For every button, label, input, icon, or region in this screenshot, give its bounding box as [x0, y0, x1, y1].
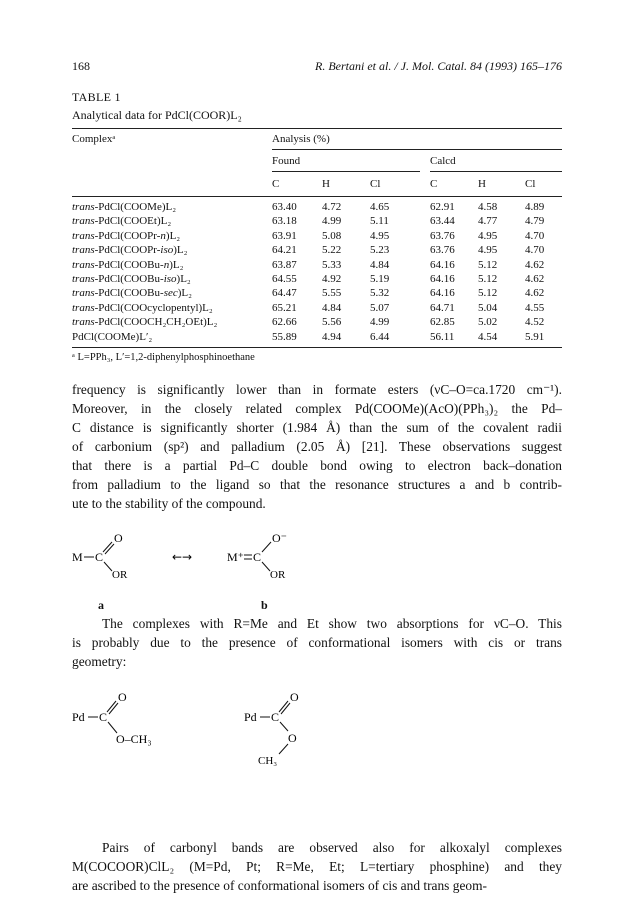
header-found: Found: [272, 155, 301, 167]
structure-a-or: OR: [112, 569, 128, 581]
complex-name: PdCl(COOMe)L′₂: [72, 330, 153, 343]
table-cell: 4.84: [322, 301, 342, 314]
table-cell: 56.11: [430, 330, 455, 343]
table-cell: 5.04: [478, 301, 498, 314]
isomer-left-carbon: C: [99, 710, 108, 724]
table-cell: 4.95: [370, 229, 390, 242]
table-cell: 5.08: [322, 229, 342, 242]
subheader-calcd-c: C: [430, 178, 438, 190]
subheader-found-c: C: [272, 178, 280, 190]
table-cell: 5.91: [525, 330, 545, 343]
text-line: M(COCOOR)ClL₂ (M=Pd, Pt; R=Me, Et; L=tertiary phosphine) and they: [72, 859, 562, 874]
calcd-rule: [430, 171, 562, 172]
table-cell: 5.56: [322, 316, 342, 329]
table-cell: 64.16: [430, 258, 455, 271]
complex-name: trans-PdCl(COOBu-sec)L₂: [72, 287, 192, 300]
table-cell: 5.55: [322, 287, 342, 300]
table-cell: 5.12: [478, 258, 498, 271]
table-row: [72, 215, 562, 229]
table-cell: 4.70: [525, 229, 545, 242]
isomer-right-oxygen-2: O: [288, 731, 297, 745]
text-line: ute to the stability of the compound.: [72, 496, 266, 511]
paragraph-3: [72, 838, 562, 895]
table-row: [72, 316, 562, 330]
table-cell: 64.47: [272, 287, 297, 300]
table-row: [72, 331, 562, 345]
structure-label-a: a: [98, 598, 104, 612]
table-label: TABLE 1: [72, 90, 121, 104]
page-number: 168: [72, 59, 90, 73]
table-cell: 64.16: [430, 287, 455, 300]
table-cell: 63.40: [272, 201, 297, 213]
table-row: [72, 273, 562, 287]
text-line: The complexes with R=Me and Et show two absorptions for νC–O. This: [102, 616, 562, 631]
complex-name: trans-PdCl(COOEt)L₂: [72, 215, 172, 228]
table-cell: 4.77: [478, 215, 498, 228]
table-row: [72, 244, 562, 258]
structure-b-or: OR: [270, 569, 286, 581]
subheader-calcd-cl: Cl: [525, 178, 536, 190]
table-cell: 4.55: [525, 301, 545, 314]
structure-a-or-bond: [104, 562, 112, 571]
table-cell: 4.79: [525, 215, 545, 228]
table-cell: 4.95: [478, 244, 498, 257]
table-row: [72, 230, 562, 244]
isomer-left-pd: Pd: [72, 710, 85, 724]
paragraph-2: [72, 614, 562, 671]
structure-b-or-bond: [262, 562, 270, 571]
text-line: frequency is significantly lower than in formate esters (νC–O=ca.1720 cm⁻¹).: [72, 382, 562, 397]
table-cell: 5.11: [370, 215, 389, 228]
complex-name: trans-PdCl(COOBu-n)L₂: [72, 258, 184, 271]
text-line: from palladium to the ligand so that the resonance structures a and b contrib-: [72, 477, 562, 492]
paragraph-1: [72, 380, 562, 513]
complex-name: trans-PdCl(COOcyclopentyl)L₂: [72, 301, 213, 314]
table-cell: 4.72: [322, 201, 342, 213]
table-cell: 65.21: [272, 301, 297, 314]
table-cell: 4.62: [525, 287, 545, 300]
structure-b-metal: M⁺: [227, 550, 245, 564]
complex-name: trans-PdCl(COOPr-iso)L₂: [72, 244, 188, 257]
header-analysis: Analysis (%): [272, 133, 330, 145]
table-cell: 5.12: [478, 287, 498, 300]
resonance-structures: [72, 528, 302, 588]
header-complex: Complexᵃ: [72, 133, 116, 145]
text-line: are ascribed to the presence of conformational isomers of cis and trans geom-: [72, 878, 487, 893]
text-line: Pairs of carbonyl bands are observed also for alkoxalyl complexes: [102, 840, 562, 855]
table-row: [72, 259, 562, 273]
table-bottom-rule: [72, 347, 562, 348]
table-cell: 63.76: [430, 229, 455, 242]
table-cell: 4.99: [370, 316, 390, 329]
complex-name: trans-PdCl(COOCH₂CH₂OEt)L₂: [72, 316, 218, 329]
table-cell: 5.12: [478, 273, 498, 285]
analysis-rule: [272, 149, 562, 150]
isomer-right-pd: Pd: [244, 710, 257, 724]
isomer-right-carbon: C: [271, 710, 280, 724]
isomer-right-o-ch3-bond: [279, 744, 288, 754]
table-cell: 5.19: [370, 273, 390, 285]
table-cell: 5.22: [322, 244, 342, 257]
structure-a-carbon: C: [95, 550, 104, 564]
table-row: [72, 201, 562, 215]
table-cell: 4.52: [525, 316, 545, 329]
table-cell: 63.91: [272, 229, 297, 242]
subheader-found-h: H: [322, 178, 330, 190]
table-cell: 4.95: [478, 229, 498, 242]
table-cell: 64.55: [272, 273, 297, 285]
table-cell: 62.85: [430, 316, 455, 329]
structure-label-b: b: [261, 598, 268, 612]
isomer-right-oxygen: O: [290, 690, 299, 704]
text-line: that there is a partial Pd–C double bond owing to electron back–donation: [72, 458, 562, 473]
table-cell: 5.23: [370, 244, 390, 257]
table-footnote: ᵃ L=PPh₃, L′=1,2-diphenylphosphinoethane: [72, 352, 255, 363]
table-cell: 63.18: [272, 215, 297, 228]
table-cell: 4.62: [525, 258, 545, 271]
found-rule: [272, 171, 420, 172]
table-cell: 4.92: [322, 273, 342, 285]
table-cell: 4.65: [370, 201, 390, 213]
table-cell: 4.84: [370, 258, 390, 271]
table-cell: 62.91: [430, 201, 455, 213]
text-line: geometry:: [72, 654, 127, 669]
table-top-rule: [72, 128, 562, 129]
table-cell: 4.70: [525, 244, 545, 257]
table-cell: 64.21: [272, 244, 297, 257]
isomer-left-och3: O–CH₃: [116, 732, 152, 746]
isomer-right-ch3: CH₃: [258, 755, 278, 767]
structure-a-metal: M: [72, 550, 83, 564]
table-cell: 5.07: [370, 301, 390, 314]
resonance-arrow: ←→: [172, 550, 193, 564]
table-cell: 5.32: [370, 287, 390, 300]
table-cell: 4.94: [322, 330, 342, 343]
table-cell: 64.16: [430, 273, 455, 285]
table-cell: 6.44: [370, 330, 390, 343]
structure-b-oxygen: O⁻: [272, 531, 287, 545]
table-cell: 4.62: [525, 273, 545, 285]
table-cell: 64.71: [430, 301, 455, 314]
structure-b-co-single-bond: [262, 542, 271, 552]
text-line: of carbonium (sp²) and palladium (2.05 Å) [21]. These observations suggest: [72, 439, 562, 454]
conformational-isomers: [72, 688, 332, 768]
table-row: [72, 302, 562, 316]
isomer-right-co-single: [280, 722, 288, 731]
table-cell: 63.44: [430, 215, 455, 228]
header-calcd: Calcd: [430, 155, 456, 167]
table-cell: 4.54: [478, 330, 498, 343]
table-row: [72, 287, 562, 301]
complex-name: trans-PdCl(COOMe)L₂: [72, 201, 177, 213]
text-line: C distance is significantly shorter (1.984 Å) than the sum of the covalent radii: [72, 420, 562, 435]
structure-a-oxygen: O: [114, 531, 123, 545]
table-header-rule: [72, 196, 562, 197]
table-cell: 4.99: [322, 215, 342, 228]
table-cell: 63.87: [272, 258, 297, 271]
table-cell: 63.76: [430, 244, 455, 257]
isomer-left-oxygen: O: [118, 690, 127, 704]
text-line: is probably due to the presence of conformational isomers with cis or trans: [72, 635, 562, 650]
structure-b-carbon: C: [253, 550, 262, 564]
table-cell: 5.02: [478, 316, 498, 329]
table-cell: 4.58: [478, 201, 498, 213]
table-cell: 62.66: [272, 316, 297, 329]
running-head: R. Bertani et al. / J. Mol. Catal. 84 (1993) 165–176: [315, 59, 562, 73]
text-line: Moreover, in the closely related complex Pd(COOMe)(AcO)(PPh₃)₂ the Pd–: [72, 401, 562, 416]
table-cell: 5.33: [322, 258, 342, 271]
subheader-calcd-h: H: [478, 178, 486, 190]
table-cell: 55.89: [272, 330, 297, 343]
table-caption: Analytical data for PdCl(COOR)L₂: [72, 108, 242, 122]
subheader-found-cl: Cl: [370, 178, 381, 190]
complex-name: trans-PdCl(COOPr-n)L₂: [72, 229, 181, 242]
table-cell: 4.89: [525, 201, 545, 213]
complex-name: trans-PdCl(COOBu-iso)L₂: [72, 273, 191, 285]
